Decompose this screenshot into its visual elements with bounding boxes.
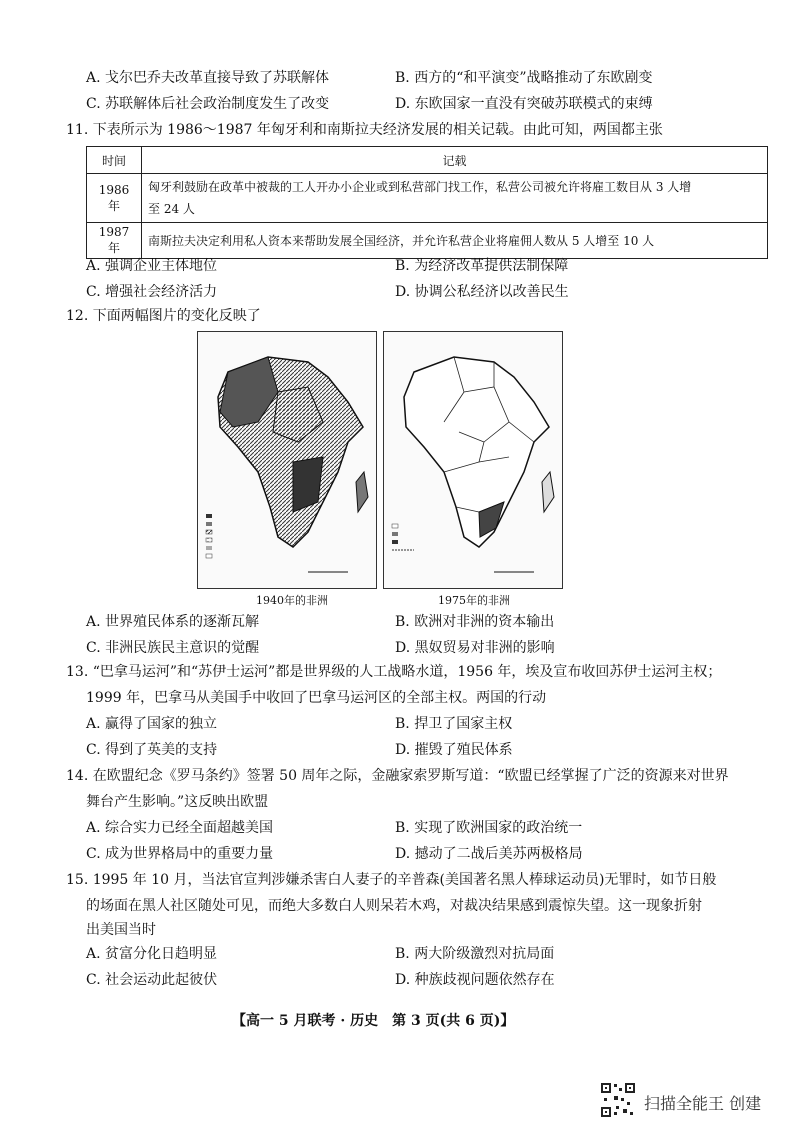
table-cell-record: 匈牙利鼓励在政革中被裁的工人开办小企业或到私营部门找工作，私营公司被允许将雇工数目从 3 人增 [148, 180, 692, 194]
q15-stem-line2: 的场面在黑人社区随处可见，而绝大多数白人则呆若木鸡，对裁决结果感到震惊失望。这一现象折射 [86, 898, 702, 914]
q15-stem-line3: 出美国当时 [86, 922, 156, 938]
q13-stem-line1: 13. “巴拿马运河”和“苏伊士运河”都是世界级的人工战略水道，1956 年，埃及宣布收回苏伊士运河主权； [66, 664, 722, 680]
table-cell-year: 1987 年 [87, 223, 142, 259]
q11-option-b: B. 为经济改革提供法制保障 [395, 258, 569, 274]
q12-option-d: D. 黑奴贸易对非洲的影响 [395, 640, 555, 656]
page-footer: 【高一 5 月联考 · 历史 第 3 页(共 6 页)】 [232, 1013, 515, 1029]
q11-option-c: C. 增强社会经济活力 [86, 284, 218, 300]
q14-option-b: B. 实现了欧洲国家的政治统一 [395, 820, 583, 836]
q11-record-table [86, 146, 768, 259]
map-africa-1940 [197, 331, 377, 589]
table-header-time: 时间 [87, 147, 142, 174]
q14-stem-line1: 14. 在欧盟纪念《罗马条约》签署 50 周年之际，金融家索罗斯写道：“欧盟已经掌握了广泛的资源来对世界 [66, 768, 729, 784]
table-cell-record-cont: 至 24 人 [148, 202, 195, 216]
table-header-record: 记载 [142, 147, 768, 174]
map2-caption: 1975年的非洲 [438, 594, 510, 607]
qr-code-icon [600, 1082, 636, 1118]
q15-stem-line1: 15. 1995 年 10 月，当法官宣判涉嫌杀害白人妻子的辛普森(美国著名黑人棒球运动员)无罪时，如节日般 [66, 872, 717, 888]
q14-option-a: A. 综合实力已经全面超越美国 [86, 820, 274, 836]
q13-option-b: B. 捍卫了国家主权 [395, 716, 513, 732]
map-africa-1940-drawing [198, 332, 376, 588]
map-africa-1975 [383, 331, 563, 589]
table-cell-record: 南斯拉夫决定利用私人资本来帮助发展全国经济，并允许私营企业将雇佣人数从 5 人增至 10 人 [142, 223, 768, 259]
map-africa-1975-drawing [384, 332, 562, 588]
q10-option-a: A. 戈尔巴乔夫改革直接导致了苏联解体 [86, 70, 330, 86]
q15-option-d: D. 种族歧视问题依然存在 [395, 972, 555, 988]
q11-stem: 11. 下表所示为 1986～1987 年匈牙利和南斯拉夫经济发展的相关记载。由此可知，两国都主张 [66, 122, 663, 138]
q13-stem-line2: 1999 年，巴拿马从美国手中收回了巴拿马运河区的全部主权。两国的行动 [86, 690, 547, 706]
q12-option-b: B. 欧洲对非洲的资本输出 [395, 614, 555, 630]
q12-stem: 12. 下面两幅图片的变化反映了 [66, 308, 261, 324]
q14-option-d: D. 撼动了二战后美苏两极格局 [395, 846, 583, 862]
q15-option-a: A. 贫富分化日趋明显 [86, 946, 218, 962]
q13-option-a: A. 赢得了国家的独立 [86, 716, 218, 732]
q14-option-c: C. 成为世界格局中的重要力量 [86, 846, 274, 862]
q13-option-c: C. 得到了英美的支持 [86, 742, 218, 758]
q11-option-a: A. 强调企业主体地位 [86, 258, 218, 274]
table-row [87, 223, 768, 259]
q10-option-b: B. 西方的“和平演变”战略推动了东欧剧变 [395, 70, 653, 86]
q12-option-a: A. 世界殖民体系的逐渐瓦解 [86, 614, 260, 630]
scanner-watermark: 扫描全能王 创建 [644, 1094, 762, 1113]
q11-option-d: D. 协调公私经济以改善民生 [395, 284, 569, 300]
q13-option-d: D. 摧毁了殖民体系 [395, 742, 513, 758]
table-row [87, 174, 768, 223]
table-cell-year: 1986 年 [87, 174, 142, 223]
q10-option-d: D. 东欧国家一直没有突破苏联模式的束缚 [395, 96, 653, 112]
q10-option-c: C. 苏联解体后社会政治制度发生了改变 [86, 96, 330, 112]
q12-option-c: C. 非洲民族民主意识的觉醒 [86, 640, 260, 656]
q15-option-b: B. 两大阶级激烈对抗局面 [395, 946, 555, 962]
q15-option-c: C. 社会运动此起彼伏 [86, 972, 218, 988]
q14-stem-line2: 舞台产生影响。”这反映出欧盟 [86, 794, 269, 810]
map1-caption: 1940年的非洲 [256, 594, 328, 607]
